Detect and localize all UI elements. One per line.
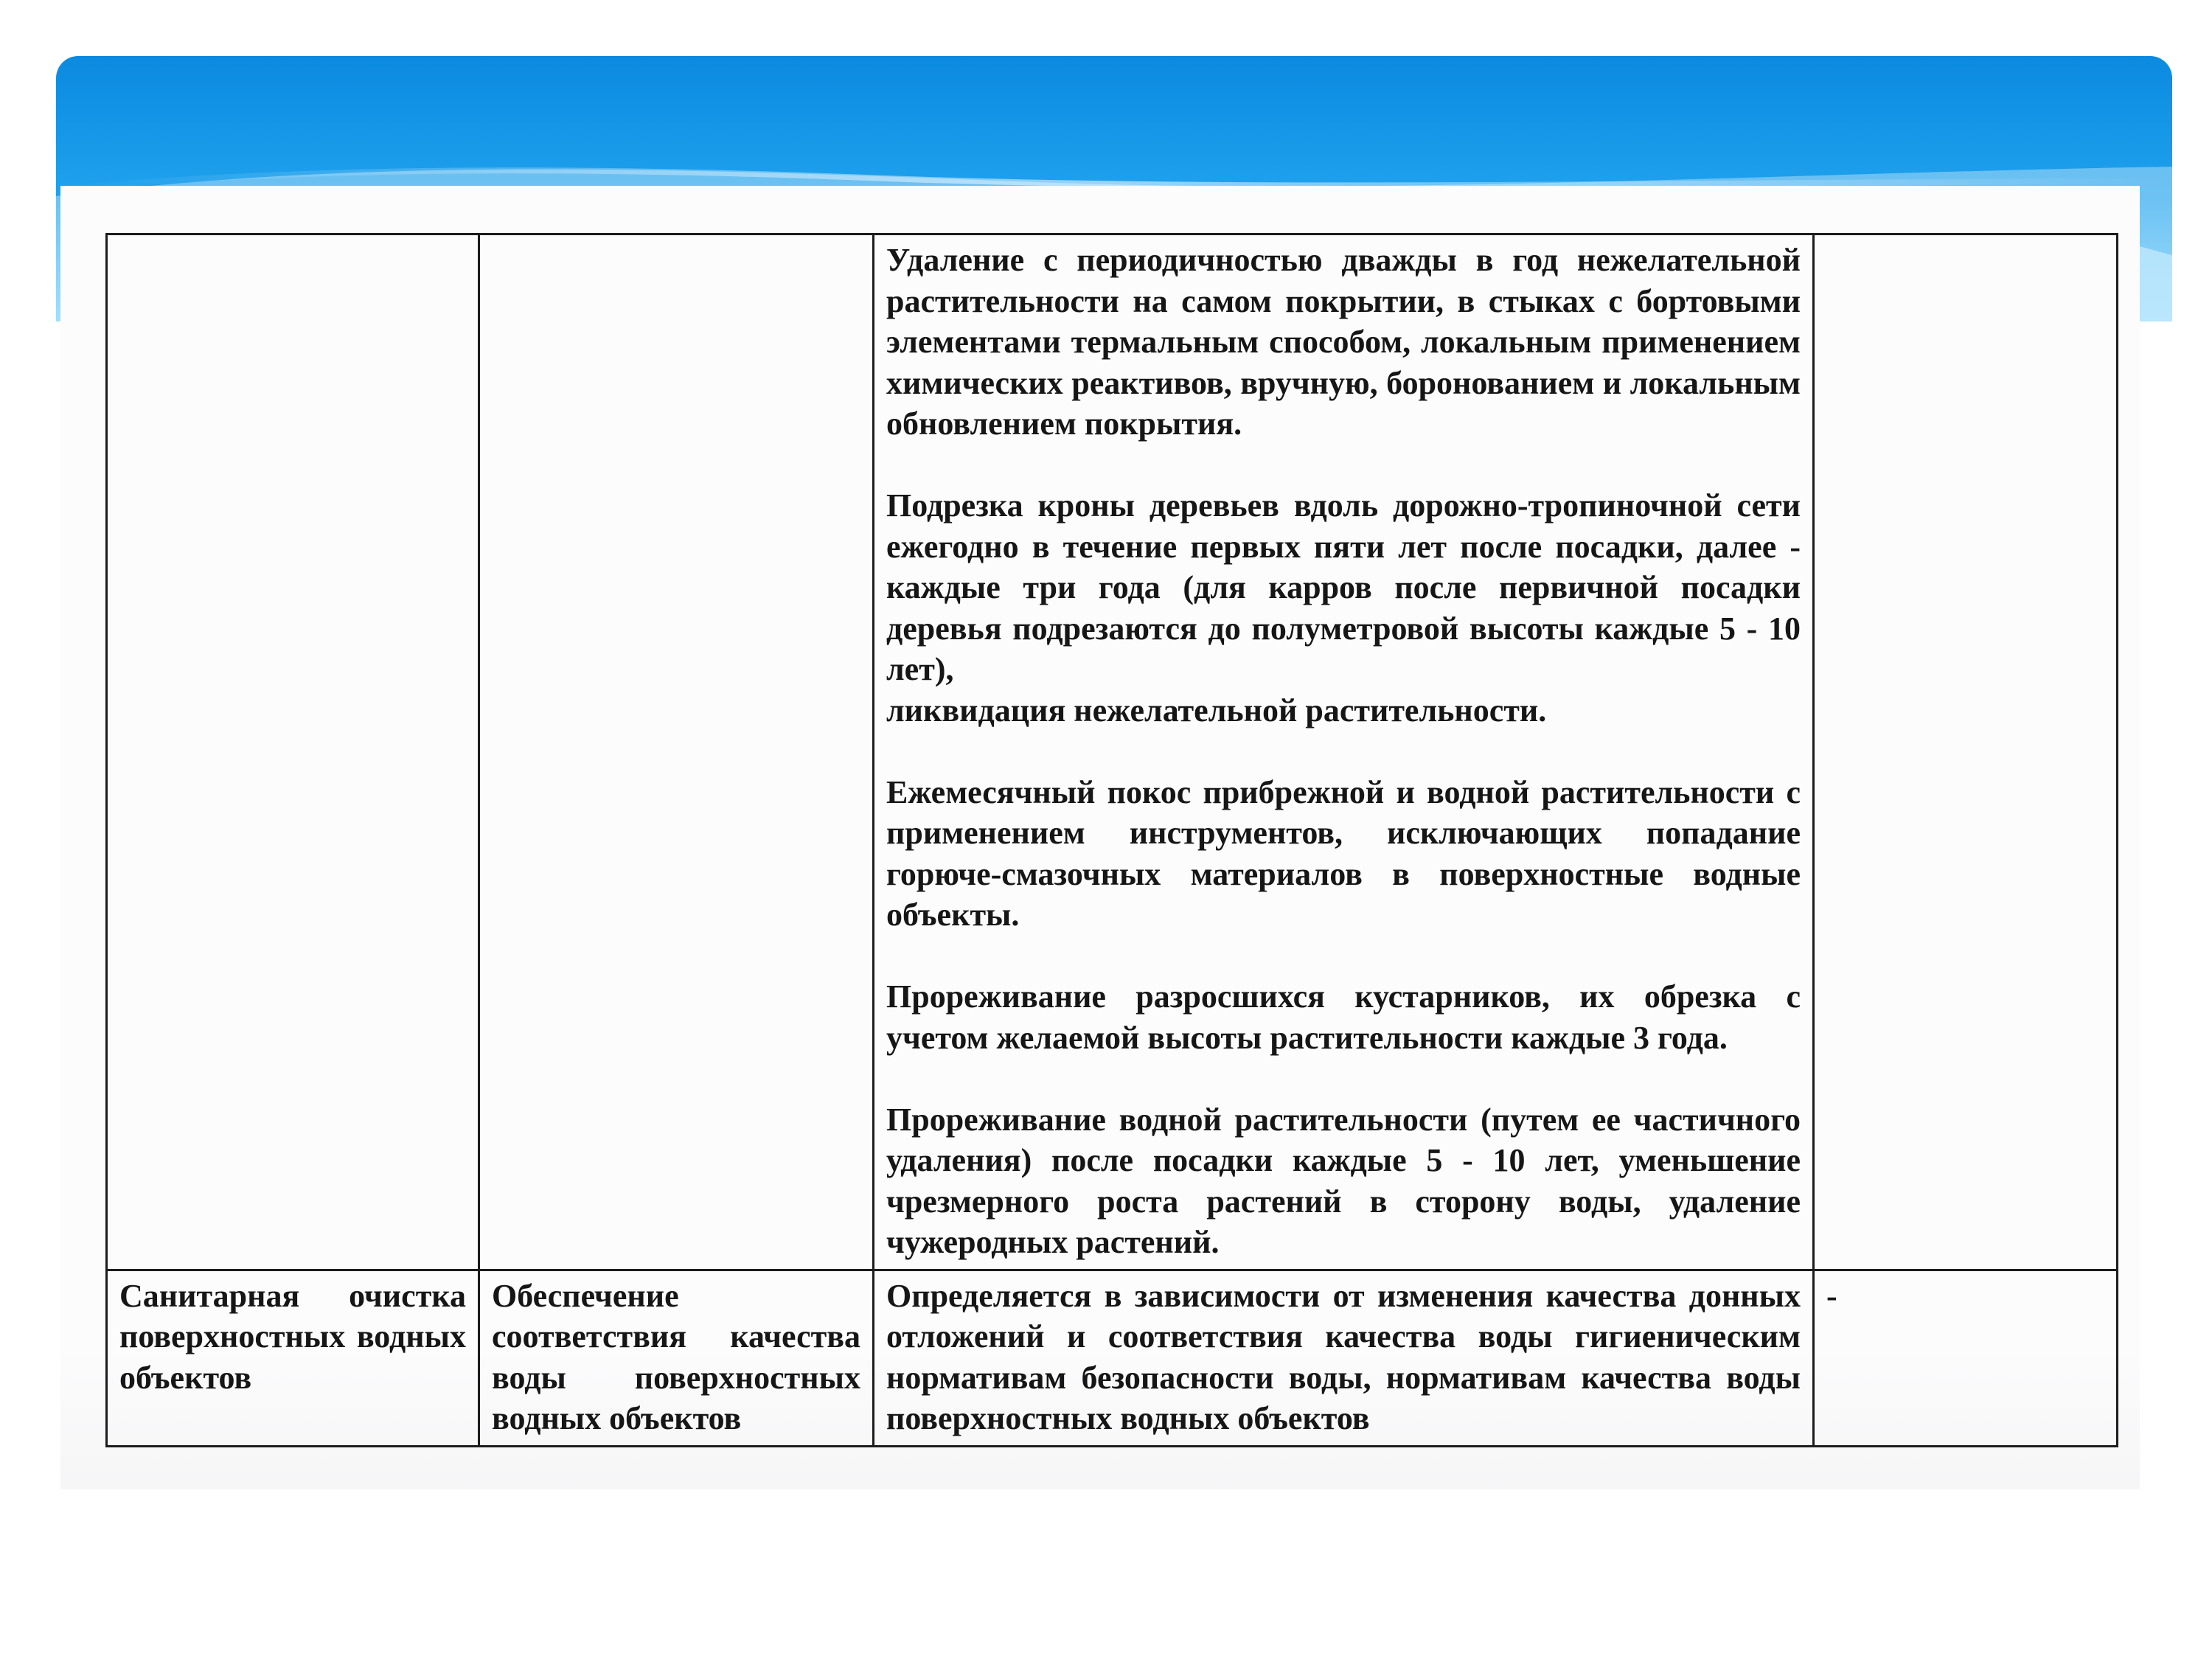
- paragraph-spacer: [886, 731, 1801, 772]
- table-row: [107, 234, 2118, 1270]
- paragraph-spacer: [886, 1058, 1801, 1099]
- table-row: [107, 1270, 2118, 1446]
- measure-paragraph: Удаление с периодичностью дважды в год нежелательной растительности на самом покрытии, в стыках с бортовыми элементами термальным способом, локальным применением химических реактивов, вручную, боронованием и локальным обновлением покрытия.: [886, 242, 1801, 442]
- measure-paragraph: Прореживание водной растительности (путем ее частичного удаления) после посадки каждые 5 - 10 лет, уменьшение чрезмерного роста растений в сторону воды, удаление чужеродных растений.: [886, 1101, 1801, 1260]
- table-cell-purpose: [479, 234, 874, 1270]
- paragraph-spacer: [886, 445, 1801, 486]
- table-cell-measures: [874, 234, 1814, 1270]
- measure-paragraph: Подрезка кроны деревьев вдоль дорожно-тропиночной сети ежегодно в течение первых пяти лет после посадки, далее - каждые три года (для карров после первичной посадки деревья подрезаются до полуметровой высоты каждые 5 - 10 лет),: [886, 487, 1801, 687]
- measure-paragraph: Прореживание разросшихся кустарников, их обрезка с учетом желаемой высоты растительности каждые 3 года.: [886, 978, 1801, 1056]
- measures-table: [105, 233, 2118, 1447]
- table-cell-purpose: Обеспечение соответствия качества воды поверхностных водных объектов: [479, 1270, 874, 1446]
- table-cell-note: [1814, 234, 2118, 1270]
- table-cell-note: -: [1814, 1270, 2118, 1446]
- measure-paragraph: ликвидация нежелательной растительности.: [886, 692, 1547, 728]
- measure-paragraph: Ежемесячный покос прибрежной и водной растительности с применением инструментов, исключающих попадание горюче-смазочных материалов в поверхностные водные объекты.: [886, 773, 1801, 933]
- table-cell-object: Санитарная очистка поверхностных водных объектов: [107, 1270, 479, 1446]
- table-cell-object: [107, 234, 479, 1270]
- paragraph-spacer: [886, 936, 1801, 977]
- table-cell-measures: Определяется в зависимости от изменения качества донных отложений и соответствия качества воды гигиеническим нормативам безопасности воды, нормативам качества воды поверхностных водных объектов: [874, 1270, 1814, 1446]
